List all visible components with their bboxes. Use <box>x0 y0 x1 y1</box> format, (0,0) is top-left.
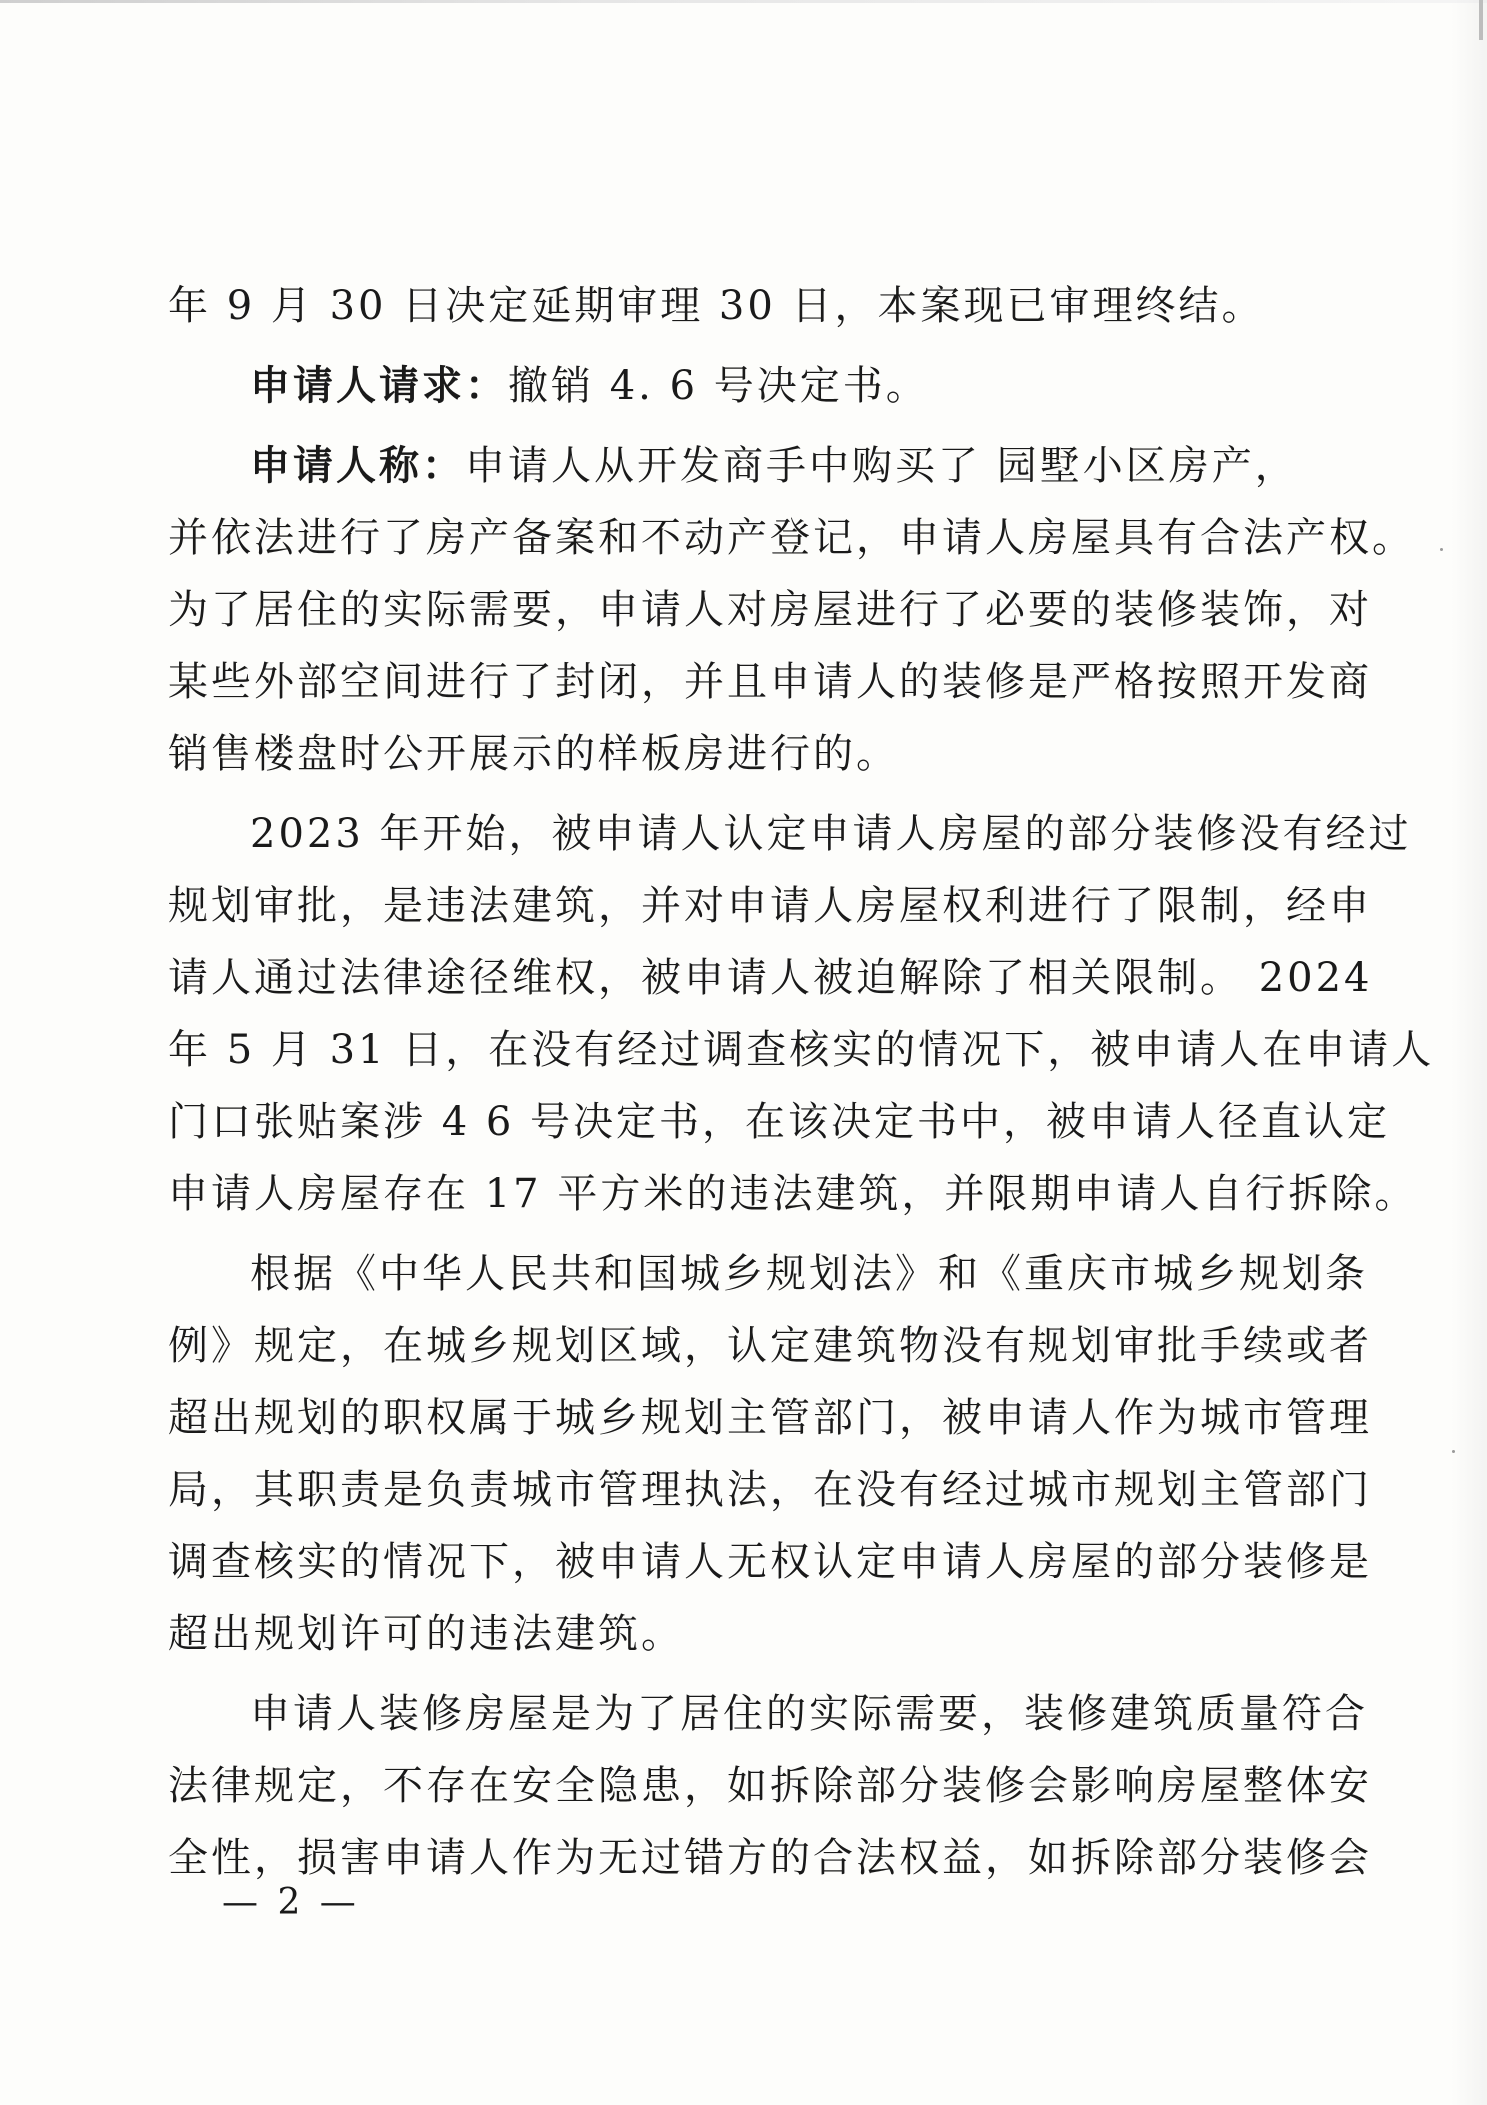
body-line-5: 为了居住的实际需要，申请人对房屋进行了必要的装修装饰，对 <box>168 587 1372 633</box>
body-line-12: 门口张贴案涉 4 6 号决定书，在该决定书中，被申请人径直认定 <box>168 1099 1391 1145</box>
body-line-19: 超出规划许可的违法建筑。 <box>168 1611 684 1657</box>
body-line-10: 请人通过法律途径维权，被申请人被迫解除了相关限制。 2024 <box>168 955 1373 1001</box>
page-number: — 2 — <box>222 1882 360 1923</box>
scan-speck <box>1452 1450 1455 1453</box>
body-line-18: 调查核实的情况下，被申请人无权认定申请人房屋的部分装修是 <box>168 1539 1372 1585</box>
claim-text: 申请人从开发商手中购买了 园墅小区房产， <box>465 443 1298 489</box>
body-line-21: 法律规定，不存在安全隐患，如拆除部分装修会影响房屋整体安 <box>168 1763 1372 1809</box>
request-text: 撤销 4. 6 号决定书。 <box>508 363 929 409</box>
body-line-16: 超出规划的职权属于城乡规划主管部门，被申请人作为城市管理 <box>168 1395 1372 1441</box>
body-line-1: 年 9 月 30 日决定延期审理 30 日，本案现已审理终结。 <box>168 283 1265 329</box>
scan-speck <box>1440 548 1443 551</box>
claim-label: 申请人称： <box>250 443 465 489</box>
scan-right-shadow <box>1451 0 1487 2105</box>
body-line-15: 例》规定，在城乡规划区域，认定建筑物没有规划审批手续或者 <box>168 1323 1372 1369</box>
body-line-11: 年 5 月 31 日，在没有经过调查核实的情况下，被申请人在申请人 <box>168 1027 1435 1073</box>
body-line-17: 局，其职责是负责城市管理执法，在没有经过城市规划主管部门 <box>168 1467 1372 1513</box>
request-line <box>168 350 1308 422</box>
body-line-6: 某些外部空间进行了封闭，并且申请人的装修是严格按照开发商 <box>168 659 1372 705</box>
request-label: 申请人请求： <box>250 363 508 409</box>
scan-mark <box>1479 0 1483 40</box>
body-line-20: 申请人装修房屋是为了居住的实际需要，装修建筑质量符合 <box>250 1691 1368 1737</box>
body-line-8: 2023 年开始，被申请人认定申请人房屋的部分装修没有经过 <box>250 811 1412 857</box>
body-line-13: 申请人房屋存在 17 平方米的违法建筑，并限期申请人自行拆除。 <box>168 1171 1418 1217</box>
body-line-7: 销售楼盘时公开展示的样板房进行的。 <box>168 731 899 777</box>
body-line-4: 并依法进行了房产备案和不动产登记，申请人房屋具有合法产权。 <box>168 515 1415 561</box>
document-body <box>168 270 1435 1894</box>
body-line-14: 根据《中华人民共和国城乡规划法》和《重庆市城乡规划条 <box>250 1251 1368 1297</box>
body-line-9: 规划审批，是违法建筑，并对申请人房屋权利进行了限制，经申 <box>168 883 1372 929</box>
claim-line <box>168 430 1308 502</box>
body-line-22: 全性，损害申请人作为无过错方的合法权益，如拆除部分装修会 <box>168 1835 1372 1881</box>
scan-top-edge <box>0 0 1487 3</box>
